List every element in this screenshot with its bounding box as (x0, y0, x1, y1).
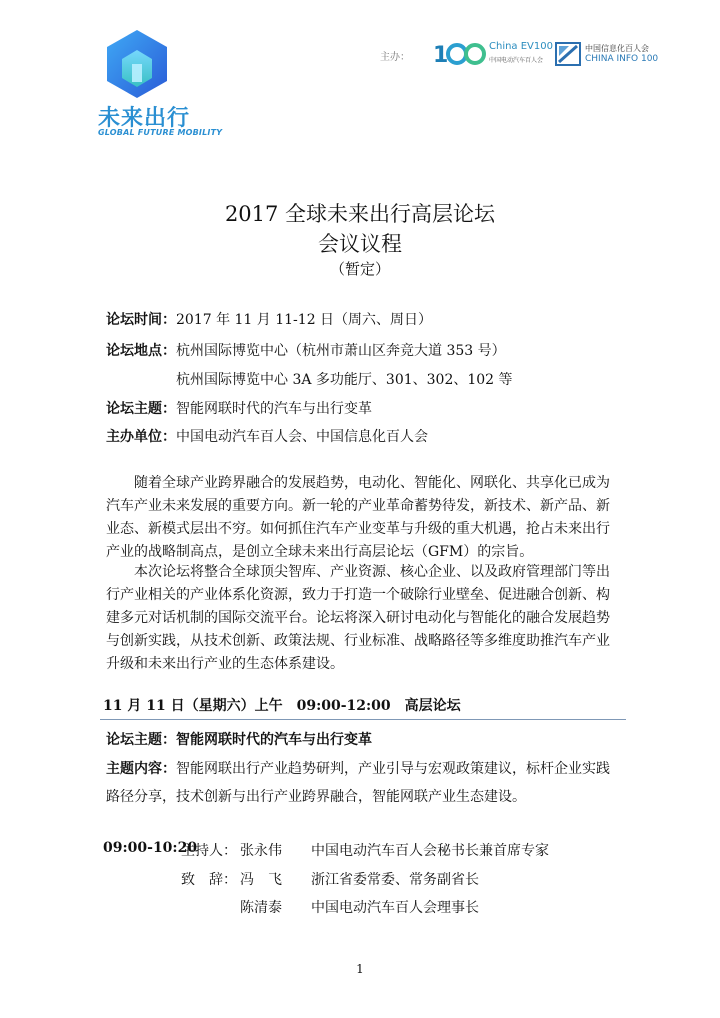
forum-theme-label: 论坛主题： (106, 401, 176, 417)
paragraph-line: 建多元对话机制的国际交流平台。论坛将深入研讨电动化与智能化的融合发展趋势 (106, 610, 610, 626)
svg-text:1: 1 (433, 43, 449, 67)
paragraph-line: 行产业相关的产业体系化资源，致力于打造一个破除行业壁垒、促进融合创新、构 (106, 587, 610, 603)
info100-chinese-name: 中国信息化百人会 (585, 44, 649, 53)
speaker-2-title: 中国电动汽车百人会理事长 (311, 900, 479, 916)
paragraph-line: 产业的战略制高点，是创立全球未来出行高层论坛（GFM）的宗旨。 (106, 544, 534, 560)
forum-venue-label: 论坛地点： (106, 343, 176, 359)
speaker-2-name: 陈清泰 (240, 900, 282, 916)
forum-venue-value: 杭州国际博览中心（杭州市萧山区奔竞大道 353 号） (176, 343, 506, 359)
china-ev100-logo-icon (433, 41, 487, 67)
session-theme-value: 智能网联时代的汽车与出行变革 (176, 732, 372, 748)
page-number: 1 (356, 962, 364, 976)
host-role: 主持人： (181, 843, 237, 859)
draft-note: （暂定） (329, 260, 390, 278)
speaker-1-title: 浙江省委常委、常务副省长 (311, 872, 479, 888)
document-subtitle: 会议议程 (318, 232, 402, 256)
session-theme-row (106, 729, 372, 749)
document-title: 2017 全球未来出行高层论坛 (224, 202, 496, 226)
paragraph-line: 业态、新模式层出不穷。如何抓住汽车产业变革与升级的重大机遇，抢占未来出行 (106, 521, 610, 537)
paragraph-line: 本次论坛将整合全球顶尖智库、产业资源、核心企业、以及政府管理部门等出 (134, 564, 610, 580)
paragraph-line: 升级和未来出行产业的生态体系建设。 (106, 656, 344, 672)
forum-venue-row (106, 340, 506, 360)
session-content-label: 主题内容： (106, 761, 176, 777)
host-name: 张永伟 (240, 843, 282, 859)
intro-paragraph-1 (106, 472, 616, 564)
speech-role: 致 辞： (181, 872, 237, 888)
session-header: 11 月 11 日（星期六）上午 09:00-12:00 高层论坛 (103, 698, 461, 714)
forum-time-label: 论坛时间： (106, 312, 176, 328)
logo-chinese-text: 未来出行 (98, 106, 191, 131)
forum-theme-row (106, 398, 372, 418)
sponsor-label: 主办： (380, 52, 410, 63)
forum-venue-detail: 杭州国际博览中心 3A 多功能厅、301、302、102 等 (176, 372, 513, 388)
forum-time-value: 2017 年 11 月 11-12 日（周六、周日） (176, 312, 433, 328)
session-content-row (106, 758, 610, 778)
ev100-subtitle: 中国电动汽车百人会 (489, 57, 544, 64)
paragraph-line: 随着全球产业跨界融合的发展趋势，电动化、智能化、网联化、共享化已成为 (134, 475, 610, 491)
session-content-line-2: 路径分享，技术创新与出行产业跨界融合，智能网联产业生态建设。 (106, 789, 526, 805)
logo-english-text: GLOBAL FUTURE MOBILITY (98, 128, 223, 137)
ev100-name: China EV100 (489, 41, 553, 52)
forum-host-label: 主办单位： (106, 429, 176, 445)
session-content-line-1: 智能网联出行产业趋势研判，产业引导与宏观政策建议，标杆企业实践 (176, 761, 610, 777)
host-title: 中国电动汽车百人会秘书长兼首席专家 (311, 843, 549, 859)
section-divider (100, 719, 626, 720)
paragraph-line: 与创新实践，从技术创新、政策法规、行业标准、战略路径等多维度助推汽车产业 (106, 633, 610, 649)
forum-host-value: 中国电动汽车百人会、中国信息化百人会 (176, 429, 428, 445)
future-mobility-logo-icon (104, 28, 170, 100)
info100-english-name: CHINA INFO 100 (585, 54, 659, 64)
speaker-1-name: 冯 飞 (240, 872, 282, 888)
session-theme-label: 论坛主题： (106, 732, 176, 748)
paragraph-line: 汽车产业未来发展的重要方向。新一轮的产业革命蓄势待发，新技术、新产品、新 (106, 498, 610, 514)
forum-time-row (106, 309, 432, 329)
china-info100-logo-icon (555, 42, 581, 66)
slot-time: 09:00-10:20 (103, 840, 198, 856)
intro-paragraph-2 (106, 561, 616, 676)
forum-theme-value: 智能网联时代的汽车与出行变革 (176, 401, 372, 417)
forum-host-row (106, 426, 428, 446)
